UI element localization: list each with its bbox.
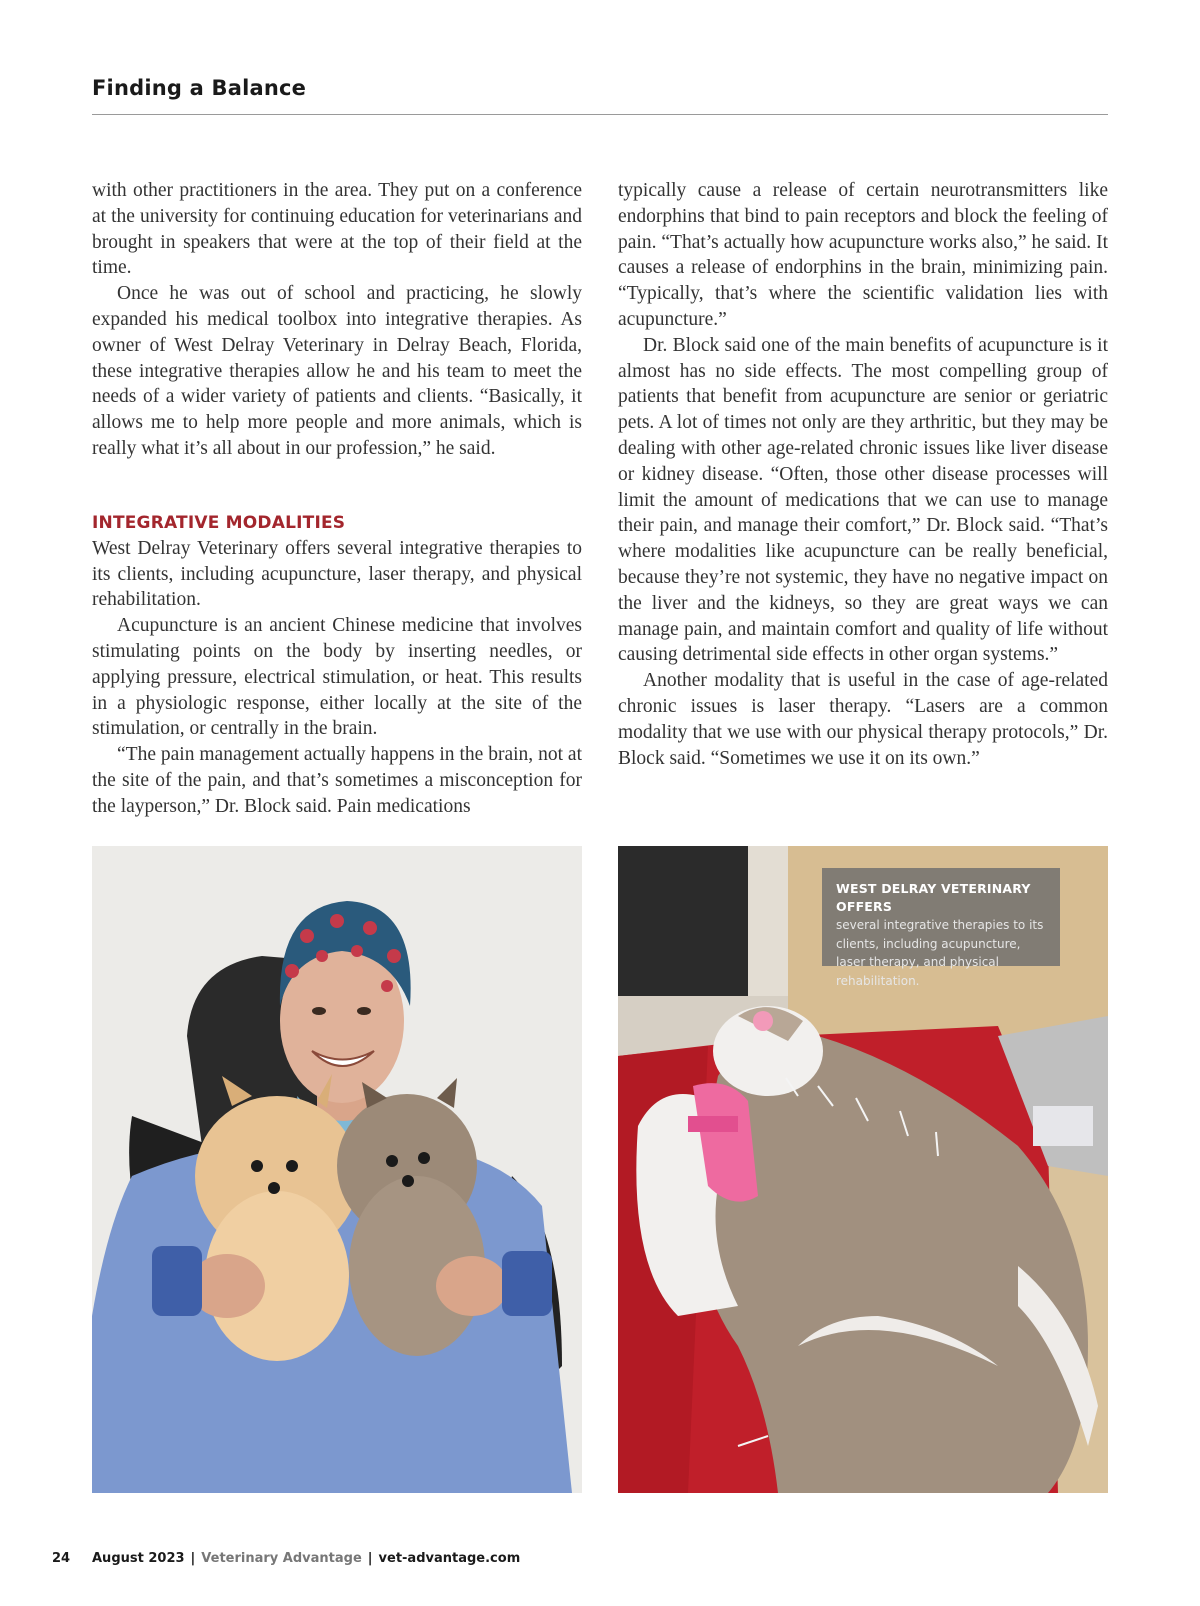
page-number: 24 — [52, 1551, 71, 1566]
footer-info — [92, 1551, 520, 1566]
body-paragraph: Once he was out of school and practicing, he slowly expanded his medical toolbox into integrative therapies. As owner of West Delray Veterinary in Delray Beach, Florida, these integrative therapies allow he and his team to meet the needs of a wider variety of patients and clients. “Basically, it allows me to help more people and more animals, which is really what it’s all about in our profession,” he said. — [92, 283, 582, 459]
body-paragraph: Acupuncture is an ancient Chinese medicine that involves stimulating points on the body by inserting needles, or applying pressure, electrical stimulation, or heat. This results in a physiologic response, either locally at the site of the stimulation, or centrally in the brain. — [92, 615, 582, 740]
left-text-column — [92, 178, 582, 820]
right-text-column — [618, 178, 1108, 771]
body-paragraph: Another modality that is useful in the case of age-related chronic issues is laser therapy. “Lasers are a common modality that we use with our physical therapy protocols,” Dr. Block said. “Sometimes we use it on its own.” — [618, 670, 1108, 769]
footer-separator: | — [190, 1551, 196, 1566]
magazine-name: Veterinary Advantage — [201, 1551, 362, 1566]
body-paragraph: “The pain management actually happens in the brain, not at the site of the pain, and that’s sometimes a misconception for the layperson,” Dr. Block said. Pain medications — [92, 744, 582, 817]
body-paragraph: typically cause a release of certain neurotransmitters like endorphins that bind to pain receptors and block the feeling of pain. “That’s actually how acupuncture works also,” he said. It causes a release of endorphins in the brain, minimizing pain. “Typically, that’s where the scientific validation lies with acupuncture.” — [618, 180, 1108, 330]
header-divider — [92, 114, 1108, 115]
photo-caption — [822, 868, 1060, 988]
section-title: Finding a Balance — [92, 76, 307, 100]
footer-separator: | — [367, 1551, 373, 1566]
caption-heading: WEST DELRAY VETERINARY OFFERS — [836, 881, 1031, 914]
website-link[interactable]: vet-advantage.com — [378, 1551, 521, 1566]
vet-with-puppies-photo — [92, 846, 582, 1493]
body-paragraph: Dr. Block said one of the main benefits of acupuncture is it almost has no side effects. The most compelling group of patients that benefit from acupuncture are senior or geriatric pets. A lot of times not only are they arthritic, but they may be dealing with other age-related chronic issues like liver disease or kidney disease. “Often, those other disease processes will limit the amount of medications that we can use to manage their pain, and manage their comfort,” Dr. Block said. “That’s where modalities like acupuncture can be really beneficial, because they’re not systemic, they have no negative impact on the liver and the kidneys, so they are great ways we can manage pain, and maintain comfort and quality of life without causing detrimental side effects in other organ systems.” — [618, 334, 1108, 666]
caption-body: several integrative therapies to its clients, including acupuncture, laser therapy, and physical rehabilitation. — [836, 918, 1044, 988]
section-heading: INTEGRATIVE MODALITIES — [92, 512, 346, 533]
body-paragraph: West Delray Veterinary offers several integrative therapies to its clients, including acupuncture, laser therapy, and physical rehabilitation. — [92, 537, 582, 611]
issue-date: August 2023 — [92, 1551, 185, 1566]
body-paragraph: with other practitioners in the area. They put on a conference at the university for continuing education for veterinarians and brought in speakers that were at the top of their field at the time. — [92, 180, 582, 279]
